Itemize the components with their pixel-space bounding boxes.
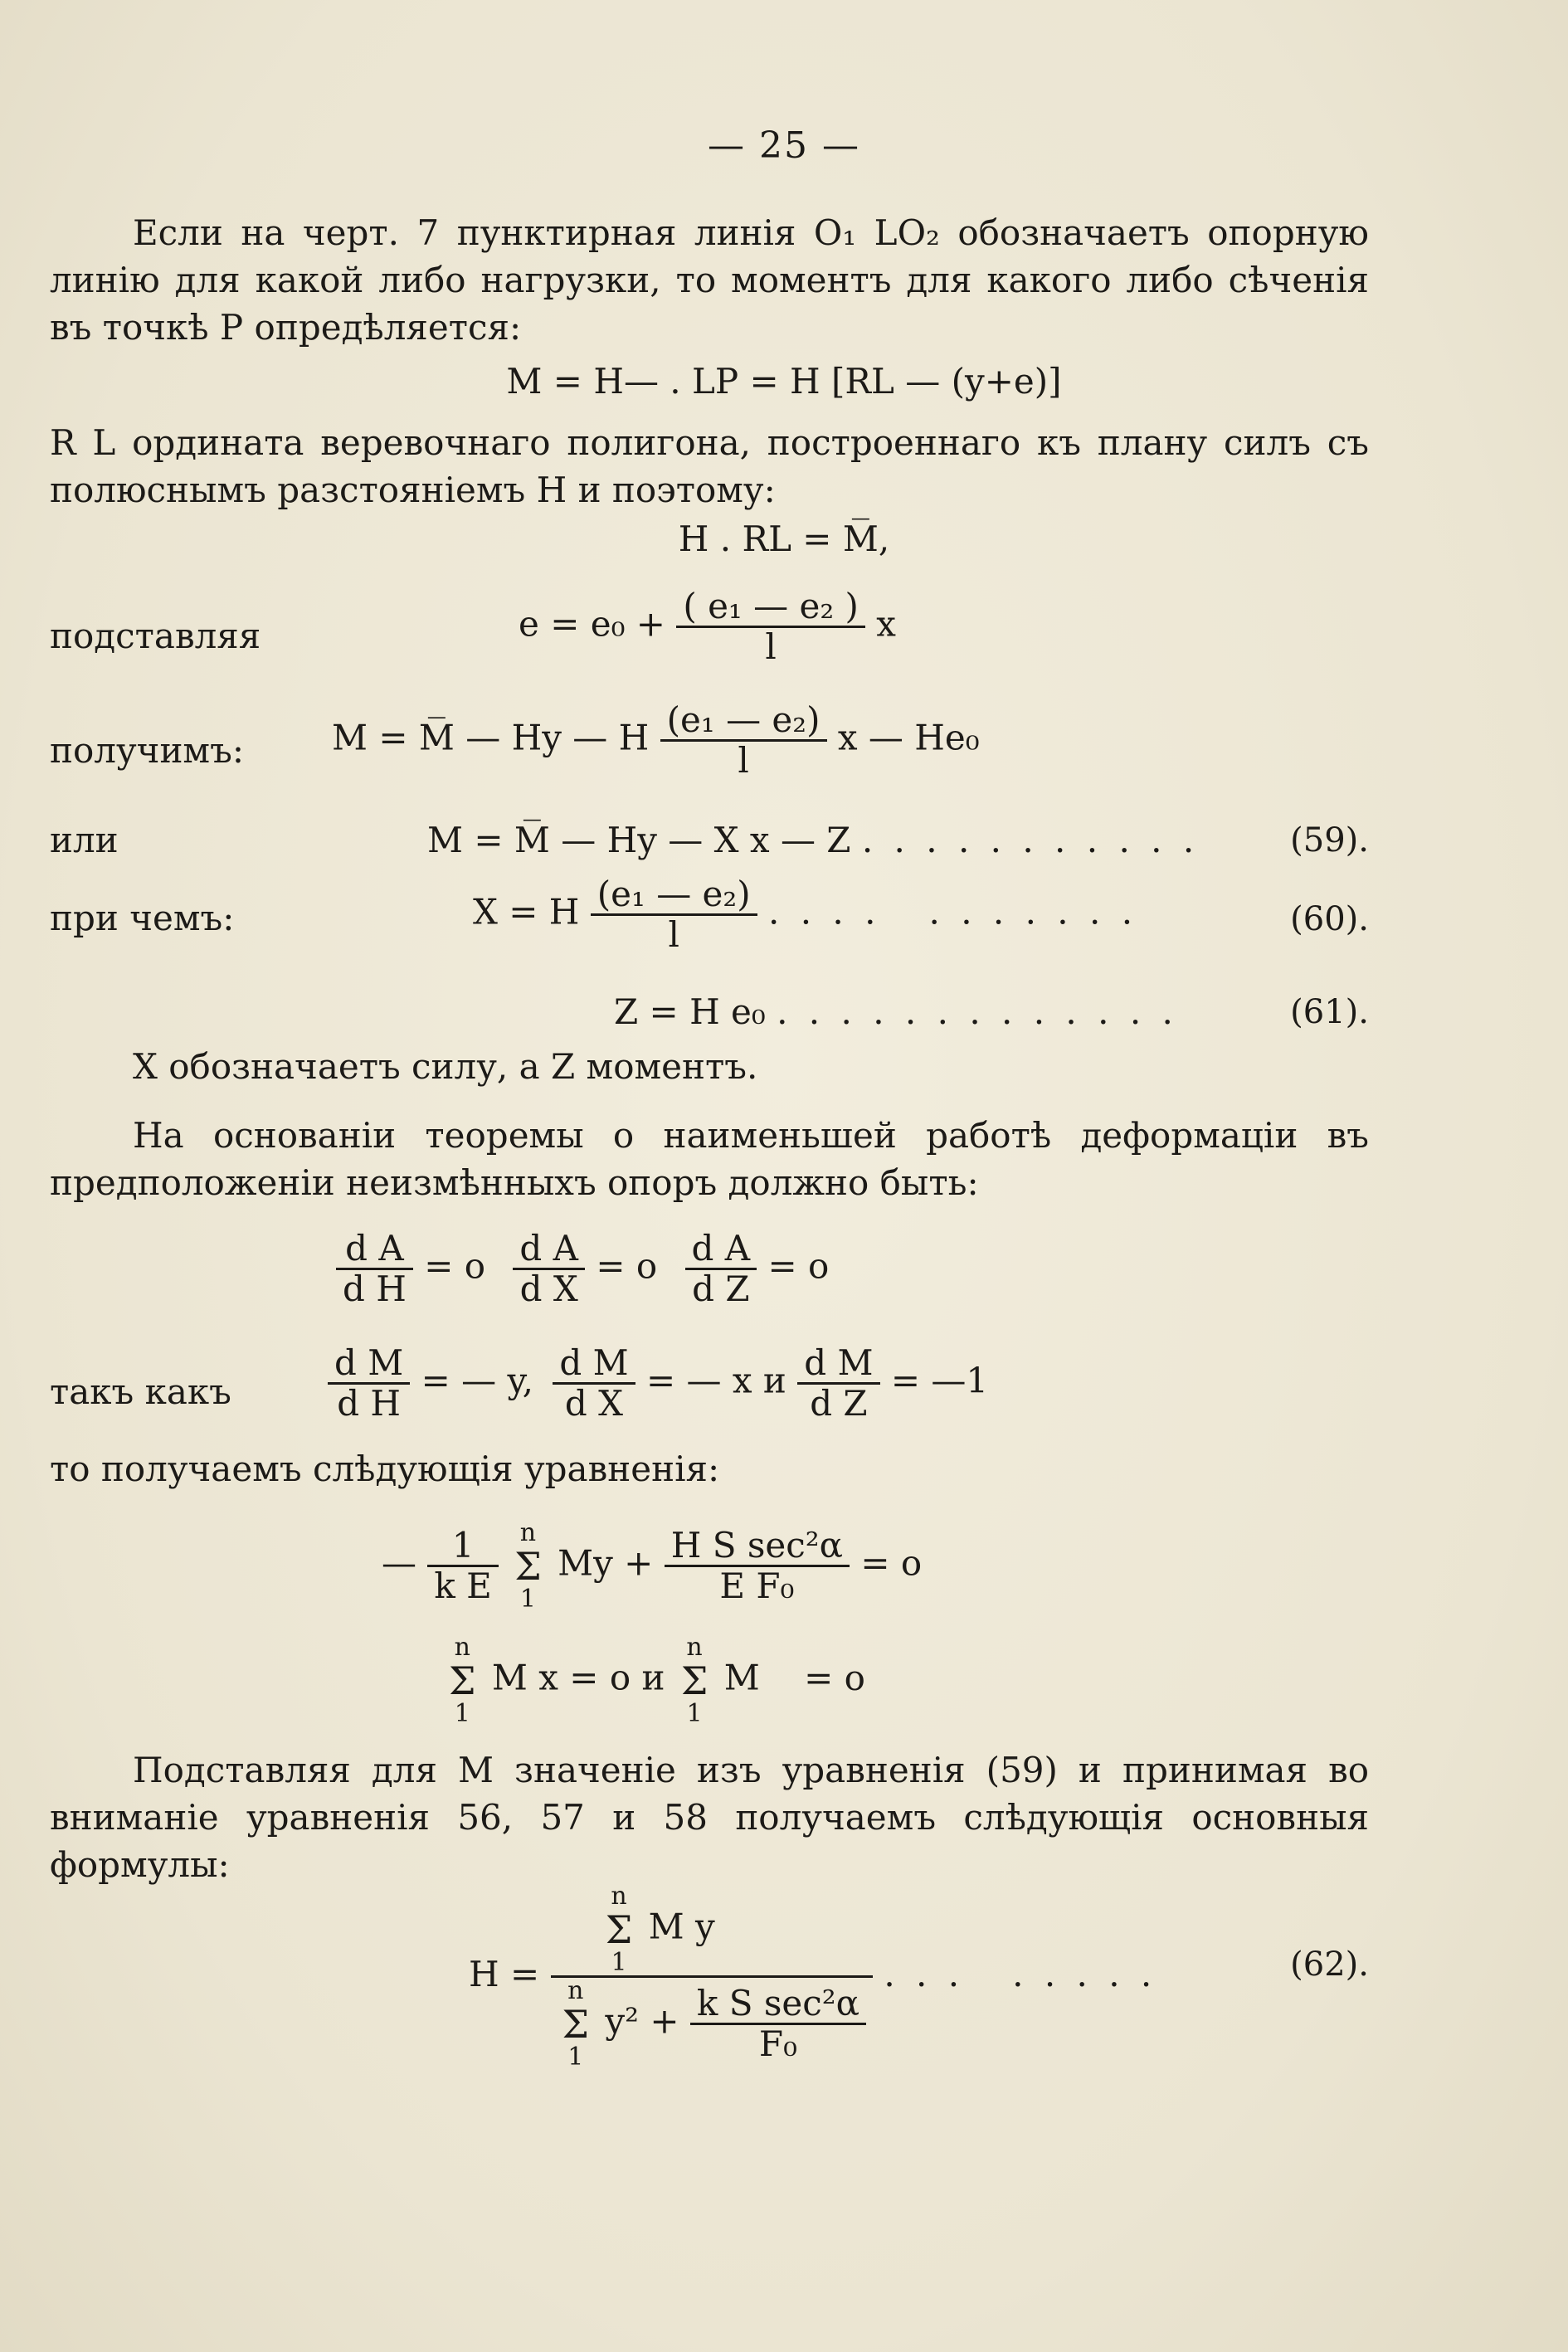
equation-number-59: (59).	[1290, 821, 1369, 859]
eq60-num: (e₁ — e₂)	[591, 875, 757, 916]
eqA-fraction-1	[427, 1524, 498, 1607]
equations-dm	[328, 1344, 988, 1423]
eq59-body: M = M̅ — Hy — X x — Z	[427, 820, 851, 860]
dm-dh-den: d H	[337, 1383, 402, 1424]
eqA-f2-den: E F₀	[719, 1566, 795, 1607]
eq-get-right: x — He₀	[837, 717, 980, 758]
sum-lower: 1	[686, 1698, 703, 1728]
equation-59	[427, 820, 1199, 860]
paragraph-rl-ordinate: R L ордината веревочнаго полигона, построеннаго къ плану силъ съ полюснымъ разстояніемъ H и поэтому:	[50, 422, 1369, 510]
sigma-glyph: Σ	[514, 1543, 542, 1589]
sum-lower: 1	[519, 1584, 536, 1614]
paragraph-least-work: На основаніи теоремы о наименьшей работѣ деформаціи въ предположеніи неизмѣнныхъ опоръ должно быть:	[50, 1115, 1369, 1203]
paragraph-intro: Если на черт. 7 пунктирная линія O₁ LO₂ обозначаетъ опорную линію для какой либо нагрузки, то моментъ для какого либо сѣченія въ точкѣ P опредѣляется:	[50, 212, 1369, 348]
summation-symbol	[681, 1634, 709, 1726]
dz-den: d Z	[692, 1269, 750, 1310]
eqB-zero: = o	[804, 1657, 865, 1698]
eqA-minus: —	[382, 1542, 416, 1584]
equation-moment: M = H— . LP = H [RL — (y+e)]	[506, 361, 1062, 402]
equation-h-rl: H . RL = M̅,	[678, 519, 890, 559]
sum-lower: 1	[611, 1947, 627, 1977]
eqA-f1-den: k E	[434, 1566, 492, 1607]
eqA-fraction-2	[665, 1524, 850, 1607]
eq-e-den: l	[765, 626, 777, 668]
eqA-zero: = o	[860, 1542, 923, 1584]
dm-num-3: d M	[797, 1344, 879, 1385]
dx-den: d X	[519, 1269, 578, 1310]
eq61-leader: . . . . . . . . . . . . .	[777, 991, 1178, 1032]
label-we-get: получимъ:	[50, 730, 244, 771]
eq61-body: Z = H e₀	[614, 991, 766, 1032]
equation-number-60: (60).	[1290, 900, 1369, 938]
eq-e-right: x	[876, 603, 896, 645]
dm-num-2: d M	[553, 1344, 635, 1385]
eq62-inner-fraction	[690, 1984, 866, 2063]
sum-lower: 1	[567, 2043, 584, 2072]
da-dh-fraction	[336, 1230, 413, 1308]
sigma-glyph: Σ	[605, 1906, 633, 1952]
eq-e-fraction	[676, 587, 865, 666]
eq62-numerator	[551, 1883, 873, 1978]
dm-dh-fraction	[328, 1344, 410, 1423]
summation-symbol	[514, 1520, 542, 1612]
eqA-f1-num: 1	[427, 1527, 498, 1567]
dm-dx-fraction	[553, 1344, 635, 1423]
eq-get-den: l	[738, 740, 749, 782]
equation-sum-my	[382, 1520, 922, 1612]
sigma-glyph: Σ	[449, 1658, 476, 1703]
eq62-inner-num: k S sec²α	[690, 1984, 866, 2025]
sum-upper: n	[567, 1976, 584, 2006]
eqB-mx: M x = o и	[491, 1657, 665, 1698]
sum-upper: n	[686, 1633, 703, 1662]
eq-e-num: ( e₁ — e₂ )	[676, 587, 865, 628]
paragraph-basic-formulas: Подставляя для M значеніе изъ уравненія (59) и принимая во вниманіе уравненія 56, 57 и 58 получаемъ слѣдующія основныя формулы:	[50, 1750, 1369, 1885]
eq59-leader: . . . . . . . . . . .	[861, 820, 1200, 860]
dm-result-2: = — x и	[645, 1360, 786, 1401]
da-eq-3: = o	[767, 1245, 830, 1287]
summation-symbol	[606, 1883, 633, 1975]
equation-sum-mx	[444, 1634, 865, 1726]
da-eq-2: = o	[596, 1245, 658, 1287]
label-substituting: подставляя	[50, 616, 261, 656]
dh-den: d H	[343, 1269, 407, 1310]
equation-number-61: (61).	[1290, 993, 1369, 1031]
eq62-den-y2: y² +	[605, 2000, 679, 2042]
summation-symbol	[449, 1634, 476, 1726]
dm-result-1: = — y,	[421, 1360, 534, 1401]
eq-get-left: M = M̅ — Hy — H	[332, 717, 650, 758]
eqB-m: M	[723, 1657, 760, 1698]
sum-lower: 1	[454, 1698, 470, 1728]
eq-get-num: (e₁ — e₂)	[660, 701, 827, 742]
eq62-num-my: M y	[648, 1906, 715, 1947]
sigma-glyph: Σ	[562, 2001, 590, 2047]
paragraph-equations-follow: то получаемъ слѣдующія уравненія:	[50, 1449, 720, 1489]
eq60-left: X = H	[473, 891, 580, 933]
equations-da	[336, 1230, 829, 1308]
eq62-leader: . . . . . . . .	[884, 1953, 1157, 1994]
sigma-glyph: Σ	[680, 1658, 709, 1703]
equation-61	[614, 991, 1178, 1032]
label-since: такъ какъ	[50, 1371, 231, 1412]
da-eq-1: = o	[424, 1245, 486, 1287]
eq-get-fraction	[660, 701, 827, 780]
dm-dz-fraction	[797, 1344, 879, 1423]
da-num-3: d A	[685, 1230, 757, 1270]
eqA-my: My +	[558, 1542, 654, 1584]
equation-e	[519, 587, 896, 666]
page-number: — 25 —	[708, 124, 860, 167]
label-where: при чемъ:	[50, 898, 235, 938]
eq62-h: H =	[469, 1953, 540, 1994]
da-dx-fraction	[513, 1230, 585, 1308]
dm-dz-den: d Z	[810, 1383, 868, 1424]
da-num-2: d A	[513, 1230, 585, 1270]
da-num-1: d A	[336, 1230, 413, 1270]
eq-e-left: e = e₀ +	[519, 603, 665, 645]
equation-we-get	[332, 701, 980, 780]
eq62-fraction	[551, 1883, 873, 2071]
eq62-denominator	[551, 1978, 873, 2070]
eq60-leader: . . . . . . . . . . .	[768, 891, 1138, 933]
sum-upper: n	[519, 1518, 537, 1547]
summation-symbol	[562, 1978, 590, 2070]
equation-60	[473, 875, 1137, 954]
label-or: или	[50, 820, 119, 860]
equation-number-62: (62).	[1290, 1945, 1369, 1984]
da-dz-fraction	[685, 1230, 757, 1308]
eq60-fraction	[591, 875, 757, 954]
sum-upper: n	[611, 1882, 627, 1911]
dm-num-1: d M	[328, 1344, 410, 1385]
eqA-f2-num: H S sec²α	[665, 1527, 850, 1567]
sum-upper: n	[454, 1633, 470, 1662]
dm-result-3: = —1	[890, 1360, 989, 1401]
dm-dx-den: d X	[564, 1383, 624, 1424]
equation-62	[469, 1883, 1157, 2071]
paragraph-x-z: X обозначаетъ силу, а Z моментъ.	[133, 1046, 758, 1087]
eq62-inner-den: F₀	[758, 2023, 797, 2065]
eq60-den: l	[668, 914, 679, 956]
